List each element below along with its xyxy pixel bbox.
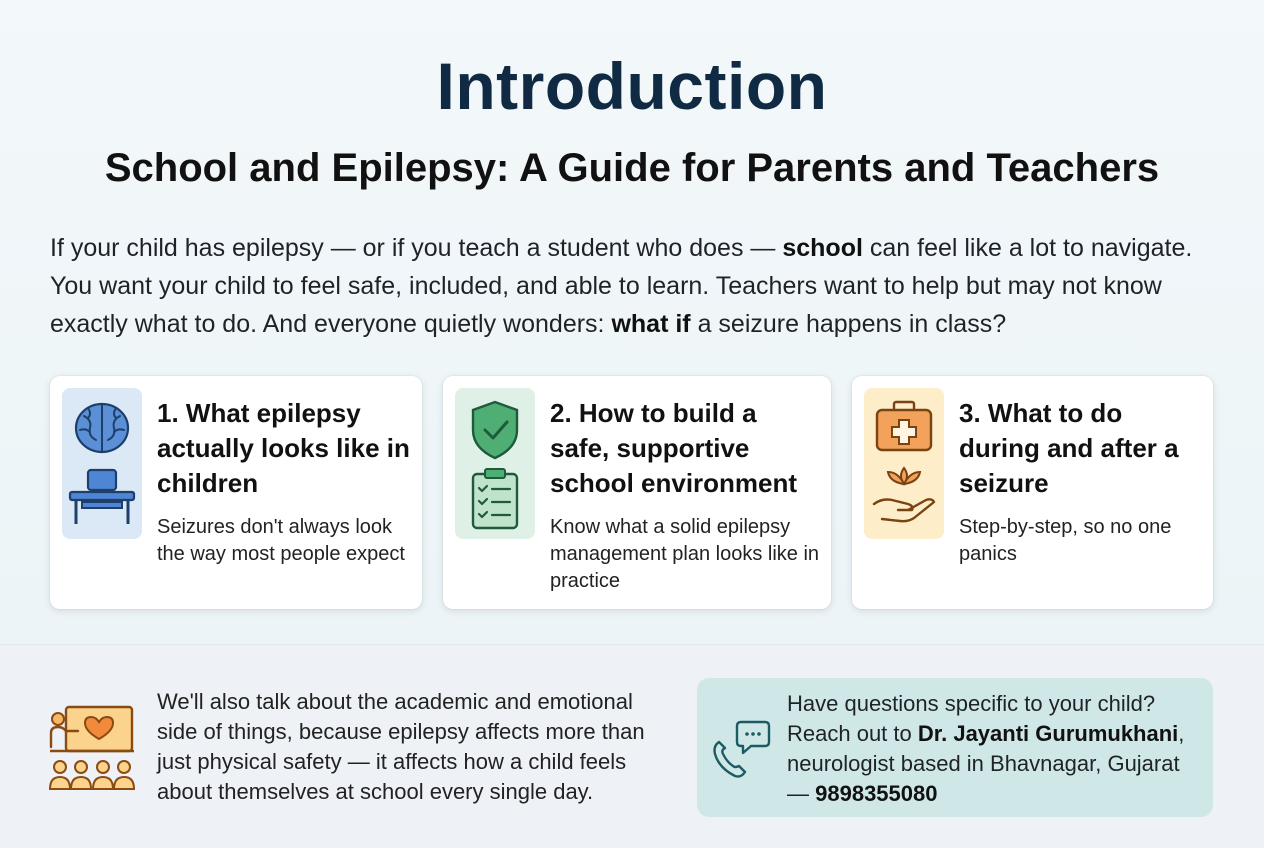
card-2-icon-panel <box>455 388 535 539</box>
intro-paragraph <box>50 229 1230 343</box>
phone-chat-icon <box>711 718 771 780</box>
contact-text <box>787 689 1203 809</box>
intro-text-2: can feel like a lot to navigate. You want your child to feel safe, included, and able to learn. Teachers want to help but may not know exactly what to do. And everyone quietly wonders: <box>50 234 1193 338</box>
bottom-paragraph: We'll also talk about the academic and emotional side of things, because epilepsy affects more than just physical safety — it affects how a child feels about themselves at school every single day. <box>157 689 645 804</box>
card-3-text: Step-by-step, so no one panics <box>959 516 1172 565</box>
topic-card-2 <box>443 376 831 609</box>
contact-line-2: , neurologist based in Bhavnagar, Gujarat — <box>787 721 1185 806</box>
shield-check-icon <box>455 388 535 539</box>
card-1-heading: 1. What epilepsy actually looks like in children <box>157 398 410 498</box>
bottom-section <box>0 644 1264 848</box>
school-desk-icon <box>70 470 134 524</box>
card-2-heading: 2. How to build a safe, supportive school environment <box>550 398 798 498</box>
intro-bold-school: school <box>782 234 863 262</box>
caring-hand-icon <box>874 468 934 521</box>
phone-number[interactable]: 9898355080 <box>815 781 938 806</box>
card-2-text: Know what a solid epilepsy management plan looks like in practice <box>550 516 820 592</box>
classroom-heart-icon <box>48 703 136 793</box>
intro-text-1: If your child has epilepsy — or if you teach a student who does — <box>50 234 783 262</box>
page-title: Introduction <box>436 49 828 123</box>
clipboard-checklist-icon <box>473 469 517 528</box>
page-subtitle: School and Epilepsy: A Guide for Parents and Teachers <box>104 146 1160 190</box>
contact-box <box>697 678 1213 817</box>
intro-text-3: a seizure happens in class? <box>690 310 1007 338</box>
contact-line-1: Have questions specific to your child? Reach out to <box>787 691 1156 746</box>
first-aid-kit-icon <box>864 388 944 539</box>
card-1-icon-panel <box>62 388 142 539</box>
card-3-icon-panel <box>864 388 944 539</box>
doctor-name: Dr. Jayanti Gurumukhani <box>917 721 1179 746</box>
topic-card-3 <box>852 376 1213 609</box>
card-1-text: Seizures don't always look the way most people expect <box>157 516 405 565</box>
card-3-heading: 3. What to do during and after a seizure <box>959 398 1179 498</box>
brain-icon <box>62 388 142 539</box>
intro-bold-what-if: what if <box>611 310 691 338</box>
topic-card-1 <box>50 376 422 609</box>
